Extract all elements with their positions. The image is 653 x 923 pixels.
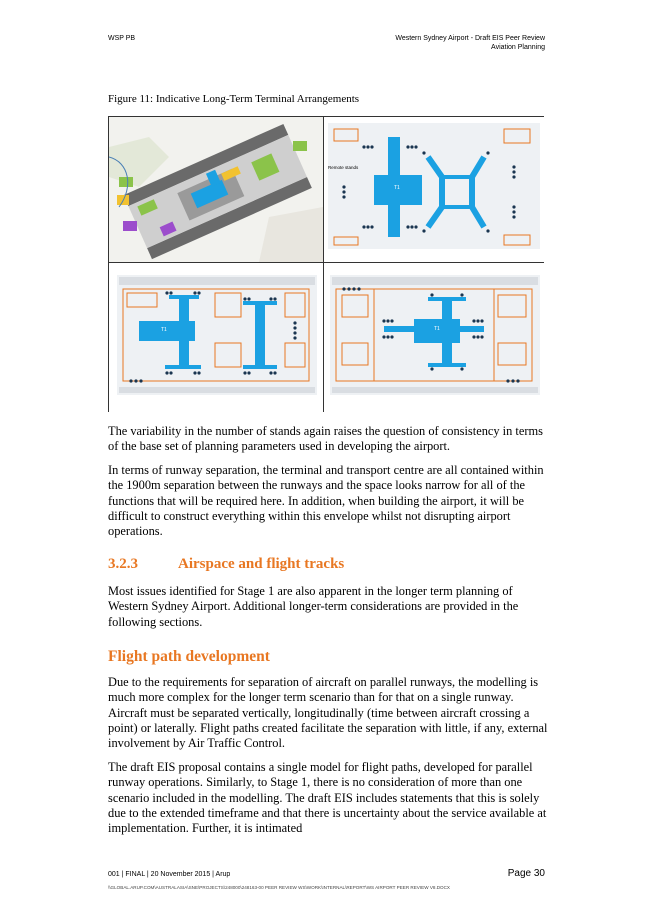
footer-doc-info: 001 | FINAL | 20 November 2015 | Arup xyxy=(108,871,231,878)
terminal-layout-option-c xyxy=(324,263,545,413)
terminal-t1-label: T1 xyxy=(394,185,400,191)
remote-stands-label: Remote stands xyxy=(328,165,359,170)
paragraph-runway-separation: In terms of runway separation, the terminal and transport centre are all contained within the 1900m separation between the runways and the space looks narrow for all of the functions that will be required here. In addition, when building the airport, it will be difficult to construct everything within this envelope whilst not disrupting airport operations. xyxy=(108,463,544,539)
figure-frame xyxy=(108,116,544,412)
header-title xyxy=(395,34,545,52)
figure-caption: Figure 11: Indicative Long-Term Terminal Arrangements xyxy=(108,93,360,105)
paragraph-separation-requirements: Due to the requirements for separation of aircraft on parallel runways, the modelling is much more complex for the longer term scenario than for that on a single runway. Aircraft must be separated vertically, longitudinally (time between aircraft crossing a point) or laterally. Flight paths created facilitate the separation with little, if any, external involvement by Air Traffic Control. xyxy=(108,675,548,751)
terminal-layout-option-b xyxy=(109,263,323,413)
footer-page-number: Page 30 xyxy=(507,868,545,879)
terminal-t1-label-c: T1 xyxy=(434,326,440,332)
terminal-layout-a-drawing xyxy=(324,117,545,262)
header-title-line2: Aviation Planning xyxy=(491,44,545,51)
footer-file-path: \\GLOBAL.ARUP.COM\AUSTRALASIA\SNE\PROJECTS\248000\248163-00 PEER REVIEW WS\WORK\INTERNAL\REPORT\WS AIRPORT PEER REVIEW V8.DOCX xyxy=(108,885,450,890)
figure-divider-horizontal xyxy=(109,262,543,263)
paragraph-stand-variability: The variability in the number of stands again raises the question of consistency in terms of the base set of planning parameters used in developing the airport. xyxy=(108,424,543,454)
terminal-layout-c-drawing xyxy=(324,263,545,413)
terminal-layout-option-a xyxy=(324,117,545,262)
subheading-flight-path: Flight path development xyxy=(108,648,270,665)
header-org: WSP PB xyxy=(108,35,136,42)
section-number: 3.2.3 xyxy=(108,556,138,572)
paragraph-stage1-issues: Most issues identified for Stage 1 are also apparent in the longer term planning of Western Sydney Airport. Additional longer-term considerations are provided in the following sections. xyxy=(108,584,519,629)
header-title-line1: Western Sydney Airport - Draft EIS Peer Review xyxy=(395,35,545,42)
site-plan-image xyxy=(109,117,323,262)
terminal-t1-label-b: T1 xyxy=(161,327,167,333)
figure-divider-vertical xyxy=(323,117,324,411)
terminal-layout-b-drawing xyxy=(109,263,323,413)
site-plan-drawing xyxy=(109,117,323,262)
section-title: Airspace and flight tracks xyxy=(178,556,345,572)
paragraph-draft-eis-proposal: The draft EIS proposal contains a single model for flight paths, developed for parallel runway operations. Similarly, to Stage 1, there is no consideration of more than one scenario included in the modelling. The draft EIS includes statements that this is solely due to the extended timeframe and that there is uncertainty about the service available at implementation. Further, it is intimated xyxy=(108,760,547,836)
section-heading xyxy=(108,556,344,573)
